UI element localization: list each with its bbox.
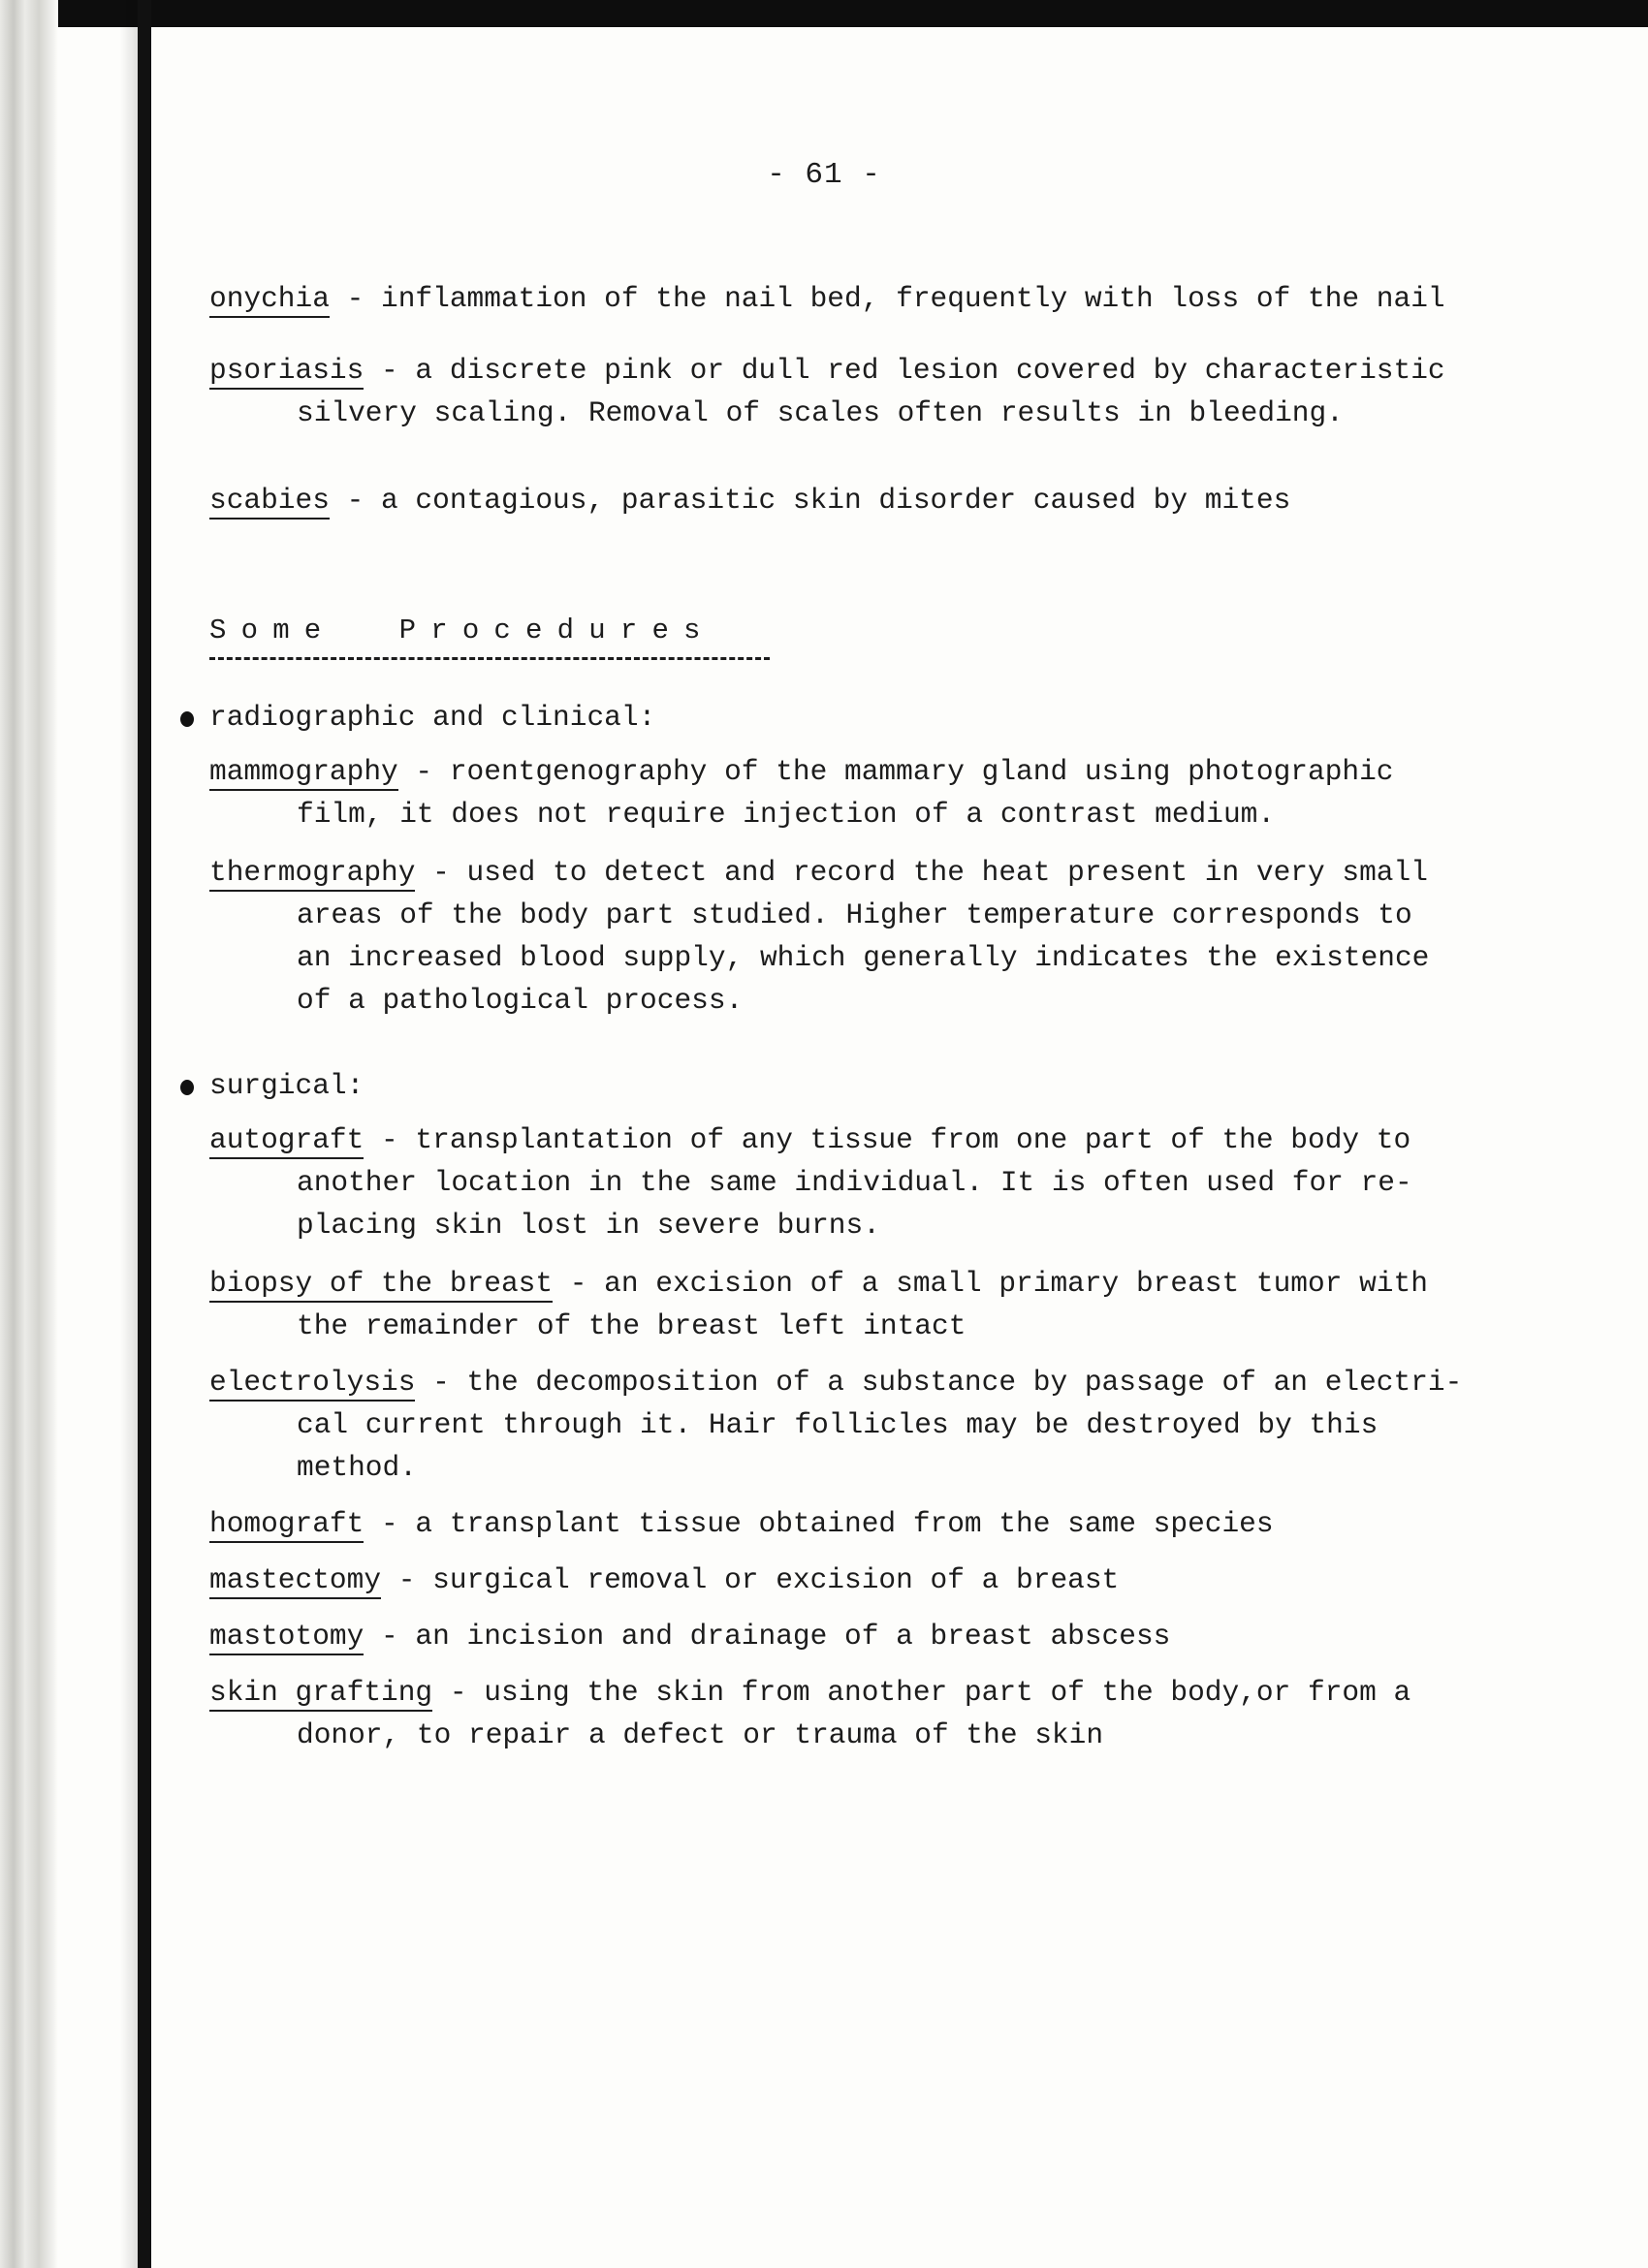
definition-continuation: of a pathological process. <box>297 984 744 1017</box>
definition-line: - a contagious, parasitic skin disorder caused by mites <box>329 484 1291 517</box>
page-number: - 61 - <box>767 158 881 192</box>
entry-homograft <box>209 1506 1274 1541</box>
definition-continuation: areas of the body part studied. Higher temperature corresponds to <box>297 898 1412 931</box>
definition-line: - inflammation of the nail bed, frequently with loss of the nail <box>329 282 1445 315</box>
entry-skin-grafting <box>209 1675 1410 1710</box>
definition-continuation: cal current through it. Hair follicles may be destroyed by this <box>297 1408 1379 1441</box>
entry-onychia <box>209 281 1445 316</box>
entry-electrolysis <box>209 1365 1462 1400</box>
definition-line: - using the skin from another part of the body,or from a <box>432 1676 1411 1709</box>
term: electrolysis <box>209 1366 415 1402</box>
definition-line: - surgical removal or excision of a breast <box>381 1563 1120 1596</box>
bullet-icon <box>180 711 194 727</box>
definition-continuation: donor, to repair a defect or trauma of the skin <box>297 1718 1104 1751</box>
definition-line: - the decomposition of a substance by passage of an electri- <box>415 1366 1463 1399</box>
term: skin grafting <box>209 1676 432 1712</box>
definition-line: - an excision of a small primary breast tumor with <box>553 1267 1428 1300</box>
binding-shadow <box>120 0 138 2268</box>
section-heading: Some Procedures <box>209 614 715 646</box>
definition-continuation: the remainder of the breast left intact <box>297 1309 967 1342</box>
definition-continuation: placing skin lost in severe burns. <box>297 1209 880 1242</box>
definition-continuation: film, it does not require injection of a contrast medium. <box>297 798 1276 831</box>
definition-continuation: method. <box>297 1451 417 1484</box>
term: psoriasis <box>209 354 364 390</box>
entry-autograft <box>209 1122 1410 1157</box>
definition-continuation: another location in the same individual. It is often used for re- <box>297 1166 1412 1199</box>
heading-underline <box>209 657 770 660</box>
page-binding <box>138 0 151 2268</box>
definition-line: - an incision and drainage of a breast abscess <box>364 1620 1171 1653</box>
term: scabies <box>209 484 330 520</box>
term: homograft <box>209 1507 364 1543</box>
term: biopsy of the breast <box>209 1267 553 1303</box>
entry-mastectomy <box>209 1562 1119 1597</box>
scan-left-edge <box>0 0 58 2268</box>
definition-line: - used to detect and record the heat present in very small <box>415 856 1428 889</box>
definition-line: - roentgenography of the mammary gland using photographic <box>397 755 1394 788</box>
entry-biopsy-of-the-breast <box>209 1266 1428 1301</box>
term: mastectomy <box>209 1563 381 1599</box>
term: mastotomy <box>209 1620 364 1655</box>
term: mammography <box>209 755 398 791</box>
definition-line: - a transplant tissue obtained from the same species <box>364 1507 1274 1540</box>
term: thermography <box>209 856 415 892</box>
bullet-icon <box>180 1080 194 1095</box>
entry-thermography <box>209 855 1428 890</box>
term: autograft <box>209 1123 364 1159</box>
group-label-radiographic: radiographic and clinical: <box>209 701 656 734</box>
definition-continuation: an increased blood supply, which generally indicates the existence <box>297 941 1430 974</box>
entry-scabies <box>209 483 1290 518</box>
definition-line: - a discrete pink or dull red lesion covered by characteristic <box>364 354 1445 387</box>
term: onychia <box>209 282 330 318</box>
entry-mastotomy <box>209 1619 1170 1654</box>
group-label-surgical: surgical: <box>209 1069 364 1102</box>
definition-continuation: silvery scaling. Removal of scales often results in bleeding. <box>297 396 1344 429</box>
entry-psoriasis <box>209 353 1445 388</box>
entry-mammography <box>209 754 1394 789</box>
scan-top-edge <box>0 0 1648 27</box>
definition-line: - transplantation of any tissue from one part of the body to <box>364 1123 1411 1156</box>
